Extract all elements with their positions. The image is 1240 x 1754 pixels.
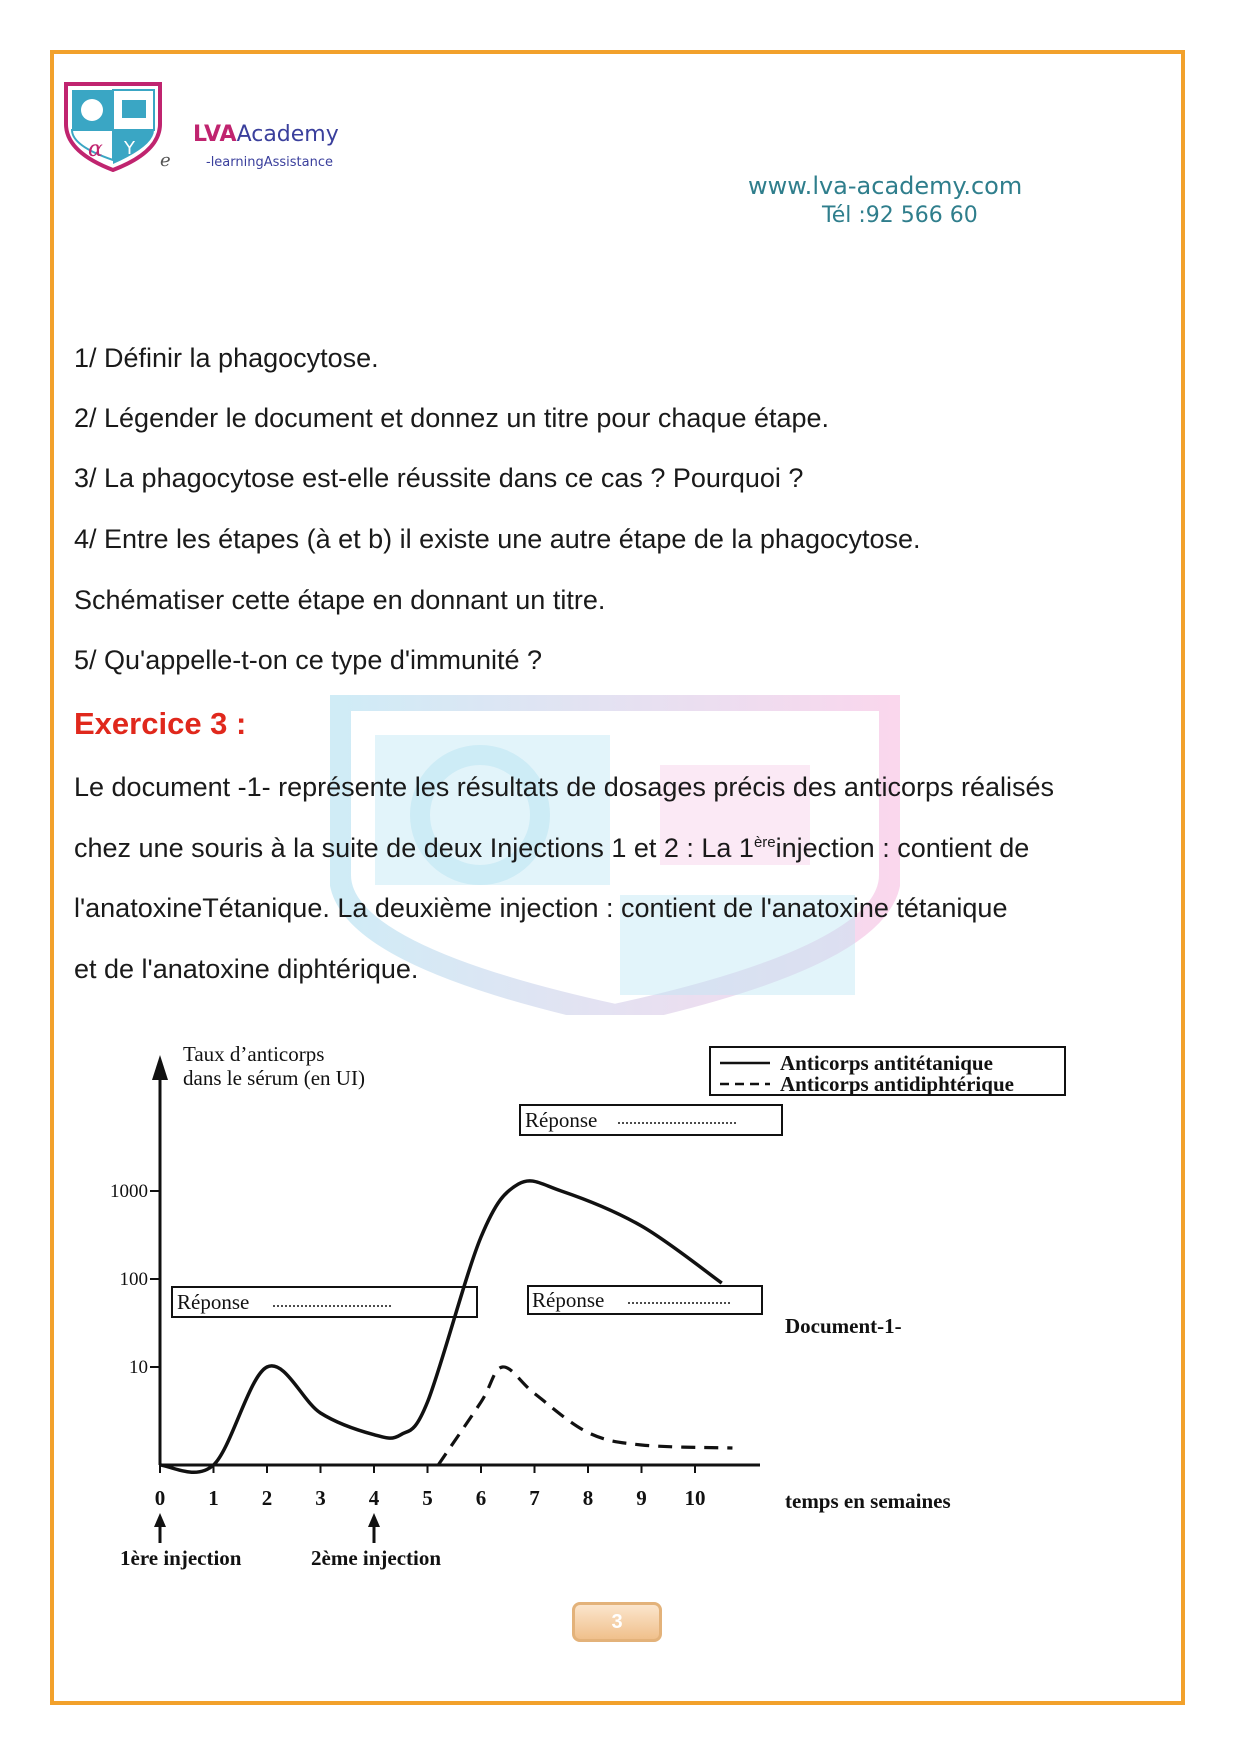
x-tick-label: 10 <box>684 1486 706 1510</box>
x-tick-label: 2 <box>261 1486 273 1510</box>
response-label-3: Réponse <box>525 1108 598 1132</box>
y-tick-label: 100 <box>119 1269 148 1290</box>
page-number: 3 <box>572 1602 662 1642</box>
x-axis-label: temps en semaines <box>785 1489 951 1513</box>
exercise-text-line-2-end: injection : contient de <box>775 833 1030 863</box>
brand-academy: Academy <box>236 122 339 147</box>
exercise-title: Exercice 3 : <box>74 706 247 741</box>
x-tick-label: 3 <box>315 1486 326 1510</box>
question-4-continued: Schématiser cette étape en donnant un titre. <box>74 585 606 615</box>
question-5: 5/ Qu'appelle-t-on ce type d'immunité ? <box>74 645 543 675</box>
y-axis-arrow <box>152 1055 168 1080</box>
phone-number: Tél :92 566 60 <box>822 203 978 228</box>
chart-title: Document-1- <box>785 1314 902 1338</box>
y-axis-label-line-1: Taux d’anticorps <box>183 1042 325 1066</box>
x-tick-label: 5 <box>422 1486 433 1510</box>
exercise-text-line-4: et de l'anatoxine diphtérique. <box>74 954 419 984</box>
svg-text:Y: Y <box>124 138 135 159</box>
series-antidiphterique-line <box>438 1367 732 1465</box>
website-link[interactable]: www.lva-academy.com <box>748 172 1023 200</box>
series-antitetanique-line <box>160 1181 722 1472</box>
exercise-text-line-2 <box>74 833 1029 864</box>
brand-name <box>193 122 339 147</box>
injection-arrow-head <box>368 1513 380 1527</box>
brand-lva: LVA <box>193 122 237 147</box>
injection-label: 2ème injection <box>311 1546 442 1570</box>
legend-label-antidiphterique: Anticorps antidiphtérique <box>780 1072 1014 1096</box>
x-tick-label: 6 <box>475 1486 487 1510</box>
brand-subtitle: -learningAssistance <box>206 155 333 170</box>
question-1: 1/ Définir la phagocytose. <box>74 343 379 373</box>
antibody-chart <box>80 1035 1140 1580</box>
y-tick-label: 10 <box>129 1357 148 1378</box>
question-2: 2/ Légender le document et donnez un titre pour chaque étape. <box>74 403 830 433</box>
y-axis-label-line-2: dans le sérum (en UI) <box>183 1066 365 1090</box>
response-label-2: Réponse <box>532 1288 605 1312</box>
legend-label-antitetanique: Anticorps antitétanique <box>780 1051 993 1075</box>
response-label-1: Réponse <box>177 1290 250 1314</box>
svg-text:α: α <box>88 137 103 162</box>
x-tick-label: 8 <box>582 1486 594 1510</box>
x-tick-label: 9 <box>636 1486 647 1510</box>
exercise-text-line-1: Le document -1- représente les résultats de dosages précis des anticorps réalisés <box>74 772 1055 802</box>
injection-markers <box>120 1513 441 1570</box>
question-3: 3/ La phagocytose est-elle réussite dans ce cas ? Pourquoi ? <box>74 463 804 493</box>
injection-arrow-head <box>154 1513 166 1527</box>
x-ticks <box>155 1465 706 1510</box>
superscript-ere: ère <box>753 834 776 851</box>
injection-label: 1ère injection <box>120 1546 242 1570</box>
x-tick-label: 7 <box>529 1486 540 1510</box>
exercise-text-line-3: l'anatoxineTétanique. La deuxième injection : contient de l'anatoxine tétanique <box>74 893 1008 923</box>
exercise-text-line-2-start: chez une souris à la suite de deux Injections 1 et 2 : La 1 <box>74 833 754 863</box>
y-ticks <box>110 1181 160 1378</box>
x-tick-label: 0 <box>154 1486 166 1510</box>
brand-e-letter: e <box>160 150 171 171</box>
y-tick-label: 1000 <box>110 1181 148 1202</box>
lva-logo-icon <box>58 80 168 172</box>
question-4: 4/ Entre les étapes (à et b) il existe une autre étape de la phagocytose. <box>74 524 921 554</box>
x-tick-label: 4 <box>368 1486 380 1510</box>
x-tick-label: 1 <box>208 1486 219 1510</box>
